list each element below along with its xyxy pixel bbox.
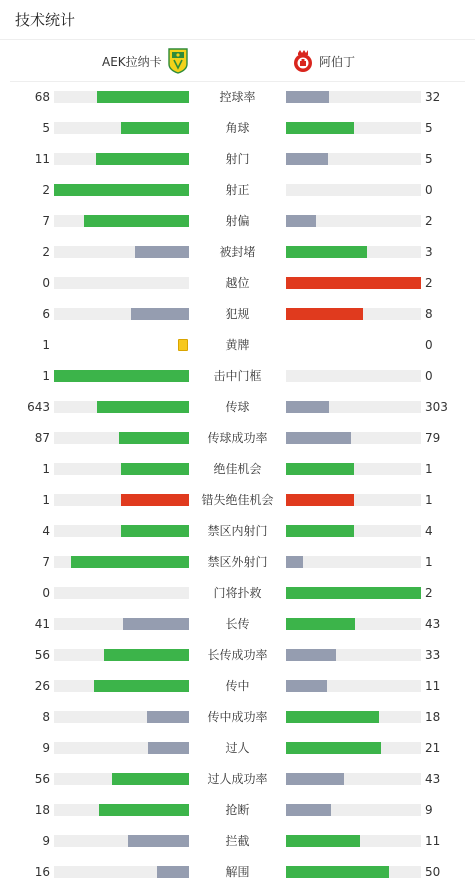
- away-stat-bar-track: [286, 184, 421, 196]
- home-stat-bar-fill: [97, 401, 189, 413]
- stat-label: 长传成功率: [207, 648, 268, 662]
- away-stat-bar-fill: [286, 246, 367, 258]
- away-stat-bar-fill: [286, 742, 381, 754]
- away-stat-bar-fill: [286, 308, 363, 320]
- away-stat-bar-fill: [286, 773, 344, 785]
- away-stat-value: 1: [425, 462, 433, 476]
- away-stat-bar-fill: [286, 277, 421, 289]
- stat-row: [0, 299, 475, 330]
- stat-label: 解围: [225, 865, 250, 879]
- home-stat-value: 8: [42, 710, 50, 724]
- home-stat-bar-fill: [121, 463, 189, 475]
- stat-row: [0, 516, 475, 547]
- away-stat-bar-fill: [286, 556, 303, 568]
- away-stat-bar-fill: [286, 618, 355, 630]
- home-stat-bar-track: [54, 370, 189, 382]
- away-stat-bar-track: [286, 153, 421, 165]
- home-stat-value: 68: [34, 90, 50, 104]
- home-stat-value: 2: [42, 245, 50, 259]
- away-stat-value: 3: [425, 245, 433, 259]
- home-stat-bar-fill: [54, 184, 189, 196]
- away-stat-value: 4: [425, 524, 433, 538]
- stat-label: 射正: [225, 183, 250, 197]
- home-stat-bar-track: [54, 556, 189, 568]
- stat-row: [0, 578, 475, 609]
- home-stat-bar-fill: [157, 866, 189, 878]
- home-stat-bar-fill: [96, 153, 189, 165]
- home-stat-bar-fill: [147, 711, 189, 723]
- away-stat-bar-fill: [286, 494, 354, 506]
- away-stat-bar-track: [286, 680, 421, 692]
- home-stat-value: 56: [34, 772, 50, 786]
- stat-row: [0, 330, 475, 361]
- stat-label: 被封堵: [219, 245, 256, 259]
- stat-label: 禁区外射门: [207, 555, 268, 569]
- home-stat-bar-track: [54, 494, 189, 506]
- away-stat-bar-track: [286, 556, 421, 568]
- stat-row: [0, 485, 475, 516]
- home-stat-value: 643: [27, 400, 50, 414]
- stat-row: [0, 702, 475, 733]
- stat-row: [0, 547, 475, 578]
- stat-row: [0, 795, 475, 826]
- home-stat-value: 16: [34, 865, 50, 879]
- teams-header: [10, 41, 465, 82]
- home-stat-value: 11: [34, 152, 50, 166]
- home-stat-bar-track: [54, 618, 189, 630]
- away-stat-bar-fill: [286, 401, 329, 413]
- away-stat-bar-track: [286, 308, 421, 320]
- home-stat-value: 1: [42, 493, 50, 507]
- stat-label: 过人成功率: [207, 772, 268, 786]
- away-stat-value: 2: [425, 276, 433, 290]
- home-stat-bar-track: [54, 463, 189, 475]
- home-stat-value: 56: [34, 648, 50, 662]
- home-stat-value: 2: [42, 183, 50, 197]
- home-stat-bar-track: [54, 773, 189, 785]
- stat-row: [0, 423, 475, 454]
- stat-row: [0, 671, 475, 702]
- home-stat-bar-fill: [121, 494, 189, 506]
- stat-label: 传球成功率: [207, 431, 268, 445]
- away-stat-value: 303: [425, 400, 448, 414]
- stat-row: [0, 82, 475, 113]
- home-stat-value: 0: [42, 276, 50, 290]
- stat-row: [0, 144, 475, 175]
- home-stat-value: 18: [34, 803, 50, 817]
- home-stat-bar-track: [54, 308, 189, 320]
- home-stat-value: 41: [34, 617, 50, 631]
- home-stat-value: 4: [42, 524, 50, 538]
- stat-label: 击中门框: [213, 369, 262, 383]
- away-stat-bar-track: [286, 742, 421, 754]
- away-stat-bar-fill: [286, 835, 360, 847]
- away-stat-bar-fill: [286, 711, 379, 723]
- home-stat-bar-fill: [71, 556, 189, 568]
- away-stat-bar-track: [286, 370, 421, 382]
- away-stat-bar-fill: [286, 804, 331, 816]
- home-stat-bar-fill: [94, 680, 189, 692]
- page-header: [0, 0, 475, 40]
- away-stat-bar-track: [286, 494, 421, 506]
- home-stat-value: 9: [42, 741, 50, 755]
- away-stat-value: 0: [425, 183, 433, 197]
- home-stat-bar-fill: [119, 432, 189, 444]
- stat-row: [0, 113, 475, 144]
- away-team[interactable]: [293, 41, 355, 81]
- stat-label: 控球率: [219, 90, 256, 104]
- away-stat-value: 8: [425, 307, 433, 321]
- stat-label: 射门: [225, 152, 250, 166]
- away-stat-bar-track: [286, 804, 421, 816]
- stat-row: [0, 361, 475, 392]
- away-stat-bar-track: [286, 91, 421, 103]
- home-stat-value: 7: [42, 555, 50, 569]
- stat-row: [0, 826, 475, 857]
- home-stat-value: 26: [34, 679, 50, 693]
- home-stat-bar-track: [54, 246, 189, 258]
- home-stat-bar-track: [54, 804, 189, 816]
- home-stat-value: 7: [42, 214, 50, 228]
- stat-row: [0, 175, 475, 206]
- home-stat-bar-track: [54, 432, 189, 444]
- stat-row: [0, 206, 475, 237]
- stat-row: [0, 268, 475, 299]
- away-stat-bar-track: [286, 401, 421, 413]
- stat-row: [0, 454, 475, 485]
- home-stat-bar-fill: [104, 649, 189, 661]
- away-stat-bar-track: [286, 525, 421, 537]
- away-stat-bar-track: [286, 432, 421, 444]
- home-stat-bar-fill: [99, 804, 189, 816]
- away-stat-value: 0: [425, 338, 433, 352]
- stat-label: 犯规: [225, 307, 250, 321]
- aberdeen-badge-icon: [293, 49, 313, 73]
- stat-label: 角球: [225, 121, 250, 135]
- away-stat-bar-track: [286, 773, 421, 785]
- home-stat-bar-track: [54, 680, 189, 692]
- stat-label: 拦截: [225, 834, 250, 848]
- home-stat-bar-fill: [97, 91, 189, 103]
- away-stat-bar-track: [286, 618, 421, 630]
- home-stat-bar-fill: [128, 835, 189, 847]
- away-stat-bar-fill: [286, 587, 421, 599]
- home-stat-value: 9: [42, 834, 50, 848]
- home-stat-bar-track: [54, 711, 189, 723]
- away-stat-value: 1: [425, 493, 433, 507]
- stat-row: [0, 609, 475, 640]
- away-stat-bar-track: [286, 277, 421, 289]
- home-stat-value: 5: [42, 121, 50, 135]
- home-stat-bar-track: [54, 122, 189, 134]
- stat-row: [0, 392, 475, 423]
- home-stat-bar-fill: [121, 525, 189, 537]
- home-stat-bar-fill: [84, 215, 189, 227]
- home-stat-bar-track: [54, 277, 189, 289]
- stat-row: [0, 733, 475, 764]
- away-stat-bar-fill: [286, 649, 336, 661]
- stat-label: 长传: [225, 617, 250, 631]
- away-stat-bar-fill: [286, 122, 354, 134]
- stat-label: 黄牌: [225, 338, 250, 352]
- stat-label: 传中成功率: [207, 710, 268, 724]
- stats-list: [0, 82, 475, 888]
- away-stat-value: 5: [425, 152, 433, 166]
- stat-label: 传中: [225, 679, 250, 693]
- home-stat-value: 1: [42, 462, 50, 476]
- stat-row: [0, 237, 475, 268]
- aek-larnaca-badge-icon: [168, 48, 188, 74]
- away-stat-bar-fill: [286, 866, 389, 878]
- away-stat-value: 5: [425, 121, 433, 135]
- away-stat-bar-track: [286, 463, 421, 475]
- away-stat-bar-fill: [286, 680, 327, 692]
- away-stat-bar-fill: [286, 215, 316, 227]
- away-stat-value: 9: [425, 803, 433, 817]
- away-stat-value: 1: [425, 555, 433, 569]
- away-stat-value: 11: [425, 834, 441, 848]
- home-stat-value: 87: [34, 431, 50, 445]
- home-stat-bar-fill: [112, 773, 189, 785]
- away-stat-bar-fill: [286, 153, 328, 165]
- stat-label: 越位: [225, 276, 250, 290]
- away-stat-bar-track: [286, 835, 421, 847]
- home-stat-bar-track: [54, 153, 189, 165]
- away-stat-value: 2: [425, 586, 433, 600]
- away-stat-bar-fill: [286, 463, 354, 475]
- away-stat-bar-track: [286, 246, 421, 258]
- home-stat-value: 1: [42, 338, 50, 352]
- stat-row: [0, 857, 475, 888]
- away-stat-bar-track: [286, 122, 421, 134]
- home-stat-value: 1: [42, 369, 50, 383]
- home-stat-bar-fill: [54, 370, 189, 382]
- home-stat-bar-track: [54, 184, 189, 196]
- home-stat-bar-track: [54, 401, 189, 413]
- away-stat-bar-fill: [286, 525, 354, 537]
- home-stat-bar-fill: [148, 742, 189, 754]
- away-stat-bar-track: [286, 866, 421, 878]
- away-team-name: 阿伯丁: [319, 54, 356, 69]
- stat-label: 绝佳机会: [213, 462, 262, 476]
- home-stat-bar-fill: [135, 246, 189, 258]
- stat-row: [0, 640, 475, 671]
- home-stat-value: 6: [42, 307, 50, 321]
- home-stat-bar-fill: [121, 122, 189, 134]
- home-stat-bar-track: [54, 835, 189, 847]
- away-stat-value: 43: [425, 617, 441, 631]
- stat-label: 抢断: [225, 803, 250, 817]
- home-stat-bar-track: [54, 742, 189, 754]
- away-stat-bar-track: [286, 649, 421, 661]
- yellow-card-icon: [178, 339, 188, 351]
- home-stat-bar-track: [54, 587, 189, 599]
- home-team-name: AEK拉纳卡: [102, 54, 162, 69]
- home-stat-bar-fill: [131, 308, 189, 320]
- away-stat-value: 21: [425, 741, 441, 755]
- away-stat-bar-track: [286, 587, 421, 599]
- home-stat-bar-track: [54, 866, 189, 878]
- away-stat-bar-track: [286, 711, 421, 723]
- home-stat-value: 0: [42, 586, 50, 600]
- away-stat-value: 79: [425, 431, 441, 445]
- away-stat-value: 50: [425, 865, 441, 879]
- away-stat-value: 18: [425, 710, 441, 724]
- away-stat-value: 32: [425, 90, 441, 104]
- away-stat-bar-fill: [286, 432, 351, 444]
- away-stat-bar-track: [286, 215, 421, 227]
- stat-label: 门将扑救: [213, 586, 262, 600]
- home-stat-bar-track: [54, 649, 189, 661]
- away-stat-value: 11: [425, 679, 441, 693]
- stat-label: 过人: [225, 741, 250, 755]
- home-team[interactable]: [102, 41, 188, 81]
- away-stat-value: 43: [425, 772, 441, 786]
- stat-label: 错失绝佳机会: [201, 493, 274, 507]
- home-stat-bar-track: [54, 215, 189, 227]
- away-stat-value: 0: [425, 369, 433, 383]
- stat-label: 传球: [225, 400, 250, 414]
- away-stat-value: 33: [425, 648, 441, 662]
- page-title: 技术统计: [15, 11, 76, 29]
- home-stat-bar-fill: [123, 618, 189, 630]
- home-stat-bar-track: [54, 91, 189, 103]
- stat-label: 射偏: [225, 214, 250, 228]
- away-stat-bar-fill: [286, 91, 329, 103]
- away-stat-value: 2: [425, 214, 433, 228]
- home-stat-bar-track: [54, 525, 189, 537]
- stat-label: 禁区内射门: [207, 524, 268, 538]
- stat-row: [0, 764, 475, 795]
